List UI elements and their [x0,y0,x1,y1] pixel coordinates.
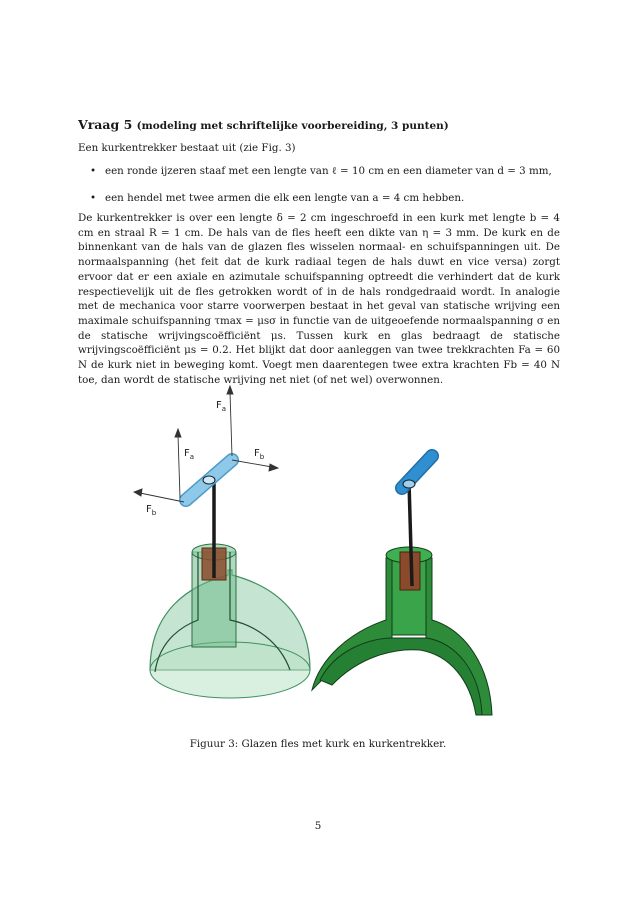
intro-text: Een kurkentrekker bestaat uit (zie Fig. 3) [78,142,296,154]
body-paragraph: De kurkentrekker is over een lengte δ = 2 cm ingeschroefd in een kurk met lengte b = 4 cm en straal R = 1 cm. De hals van de fles heeft een dikte van η = 3 mm. De kurk en de binnenkant van de hals van de glazen fles wisselen normaal- en schuifspanningen uit. De normaalspanning (het feit dat de kurk radiaal tegen de hals duwt en vice versa) zorgt ervoor dat er een axiale en azimutale schuifspanning optreedt die verhindert dat de kurk respectievelijk uit de fles getrokken wordt of in de hals rondgedraaid wordt. In analogie met de mechanica voor starre voorwerpen bestaat in het geval van statische wrijving een maximale schuifspanning τmax = μsσ in functie van de uitgeoefende normaalspanning σ en de statische wrijvingscoëfficiënt μs. Tussen kurk en glas bedraagt de statische wrijvingscoëfficiënt μs = 0.2. Het blijkt dat door aanleggen van twee trekkrachten Fa = 60 N de kurk niet in beweging komt. Voegt men daarentegen twee extra krachten Fb = 40 N toe, dan wordt de statische wrijving net niet (of net wel) overwonnen. [78,212,560,386]
bullet-list [88,164,558,217]
bullet-icon: • [90,191,97,204]
bullet-text: een ronde ijzeren staaf met een lengte van ℓ = 10 cm en een diameter van d = 3 mm, [105,165,552,177]
list-item [88,164,558,179]
question-title: Vraag 5 [78,117,133,132]
list-item [88,191,558,206]
bullet-icon: • [90,165,97,177]
force-label-fb-right: $F_b$ [254,448,265,461]
question-subtitle: (modeling met schriftelijke voorbereiding, 3 punten) [136,120,449,132]
figure-caption: Figuur 3: Glazen fles met kurk en kurkentrekker. [189,738,447,750]
figure-svg [120,380,520,725]
question-heading [78,117,449,132]
page-number: 5 [314,820,322,832]
bullet-text: een hendel met twee armen die elk een lengte van a = 4 cm hebben. [105,191,465,204]
force-label-fa-top: $F_a$ [216,400,227,413]
force-label-fa-left: $F_a$ [184,448,195,461]
cutaway-bottle-illustration [312,456,492,715]
force-label-fb-left: $F_b$ [146,504,157,517]
figure-corkscrew [120,380,520,725]
glass-bottle-illustration [150,460,310,698]
